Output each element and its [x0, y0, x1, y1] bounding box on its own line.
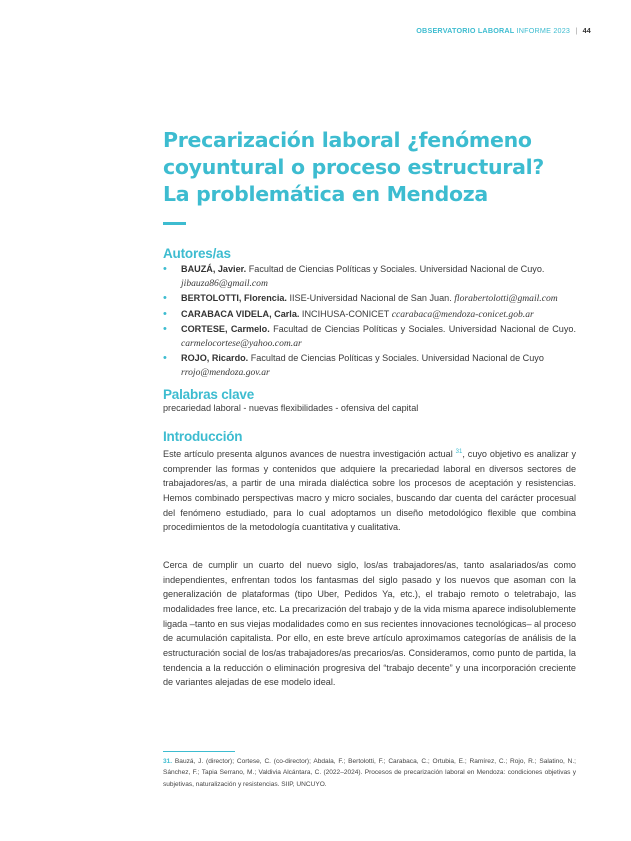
author-name: ROJO, Ricardo.: [181, 353, 249, 364]
author-item: [163, 291, 576, 306]
author-affiliation: INCIHUSA-CONICET: [299, 308, 392, 319]
header-separator: |: [575, 26, 578, 35]
author-email[interactable]: florabertolotti@gmail.com: [454, 293, 558, 305]
title-line-2: coyuntural o proceso estructural?: [163, 155, 544, 179]
keywords-text: precariedad laboral - nuevas flexibilidades - ofensiva del capital: [163, 403, 419, 413]
article-title: [163, 127, 583, 208]
author-affiliation: Facultad de Ciencias Políticas y Sociales. Universidad Nacional de Cuyo.: [246, 264, 545, 274]
author-name: CARABACA VIDELA, Carla.: [181, 308, 300, 319]
author-email[interactable]: carmelocortese@yahoo.com.ar: [181, 338, 302, 350]
author-email[interactable]: jibauza86@gmail.com: [181, 278, 268, 290]
author-affiliation: Facultad de Ciencias Políticas y Sociales. Universidad Nacional de Cuyo.: [269, 323, 576, 334]
intro-heading: Introducción: [163, 429, 243, 444]
intro-paragraph-2: Cerca de cumplir un cuarto del nuevo siglo, los/as trabajadores/as, tanto asalariados/as como independientes, enfrentan todos los fantasmas del siglo pasado y los nuevos que asoman con la generalización de plataformas (tipo Uber, Pedidos Ya, etc.), el trabajo remoto o teletrabajo, las modalidades free lance, etc. La precarización del trabajo y de la vida misma aparece indisolublemente ligada –tanto en sus viejas modalidades como en sus recientes innovaciones tecnológicas– al proceso de acumulación capitalista. Por ello, en este breve artículo aproximamos categorías de análisis de la estructuración social de los/as trabajadores/as precarios/as. Consideramos, como punto de partida, la tendencia a la reducción o eliminación progresiva del “trabajo decente” y una incorporación creciente de variantes alejadas de ese modelo ideal.: [163, 560, 577, 688]
author-item: [163, 351, 576, 380]
page-header: [416, 26, 591, 35]
footnote-divider: [163, 751, 235, 752]
intro-paragraph-1: [163, 445, 576, 535]
footnote: [163, 756, 576, 790]
authors-list: [163, 262, 576, 381]
author-name: BAUZÁ, Javier.: [181, 264, 247, 274]
keywords-heading: Palabras clave: [163, 387, 255, 402]
title-line-1: Precarización laboral ¿fenómeno: [163, 128, 532, 152]
footnote-ref[interactable]: 31: [455, 449, 463, 455]
page-number: 44: [582, 26, 591, 35]
author-email[interactable]: rrojo@mendoza.gov.ar: [181, 367, 270, 379]
author-item: [163, 307, 576, 322]
author-affiliation: Facultad de Ciencias Políticas y Sociales. Universidad Nacional de Cuyo: [248, 353, 544, 364]
bullet-icon: •: [163, 307, 167, 320]
footnote-text: Bauzá, J. (director); Cortese, C. (co-director); Abdala, F.; Bertolotti, F.; Carabaca, C.; Ortubia, E.; Ramírez, C.; Rojo, R.; Salatino, N.; Sánchez, F.; Tapia Serrano, M.; Valdivia Alcántara, C. (2022–2024). Procesos de precarización laboral en Mendoza: condiciones objetivas y subjetivas, naturalización y resistencias. SIIP, UNCUYO.: [163, 758, 576, 788]
author-email[interactable]: ccarabaca@mendoza-conicet.gob.ar: [391, 308, 534, 320]
author-affiliation: IISE-Universidad Nacional de San Juan.: [286, 293, 455, 304]
bullet-icon: •: [163, 292, 167, 305]
author-name: BERTOLOTTI, Florencia.: [181, 293, 287, 304]
author-item: [163, 262, 576, 291]
p1-text-end: , cuyo objetivo es analizar y comprender las formas y contenidos que adquiere la precariedad laboral en diversos sectores de trabajadores/as, a partir de una mirada dialéctica sobre los procesos de aceptación y resistencias. Hemos combinado perspectivas macro y micro sociales, buscando dar cuenta del carácter procesual del fenómeno estudiado, para lo cual adoptamos un diseño metodológico flexible que combina procedimientos de la metodología cuantitativa y cualitativa.: [163, 449, 576, 533]
footnote-number: 31.: [163, 758, 173, 765]
title-line-3: La problemática en Mendoza: [163, 182, 488, 206]
header-report: INFORME 2023: [516, 26, 571, 35]
bullet-icon: •: [163, 322, 167, 335]
bullet-icon: •: [163, 263, 167, 275]
author-name: CORTESE, Carmelo.: [181, 323, 270, 334]
title-accent-dash: [163, 222, 186, 225]
author-item: [163, 322, 576, 351]
header-brand: OBSERVATORIO LABORAL: [416, 26, 515, 35]
authors-heading: Autores/as: [163, 246, 231, 261]
p1-text-start: Este artículo presenta algunos avances de nuestra investigación actual: [163, 449, 456, 460]
bullet-icon: •: [163, 352, 167, 365]
